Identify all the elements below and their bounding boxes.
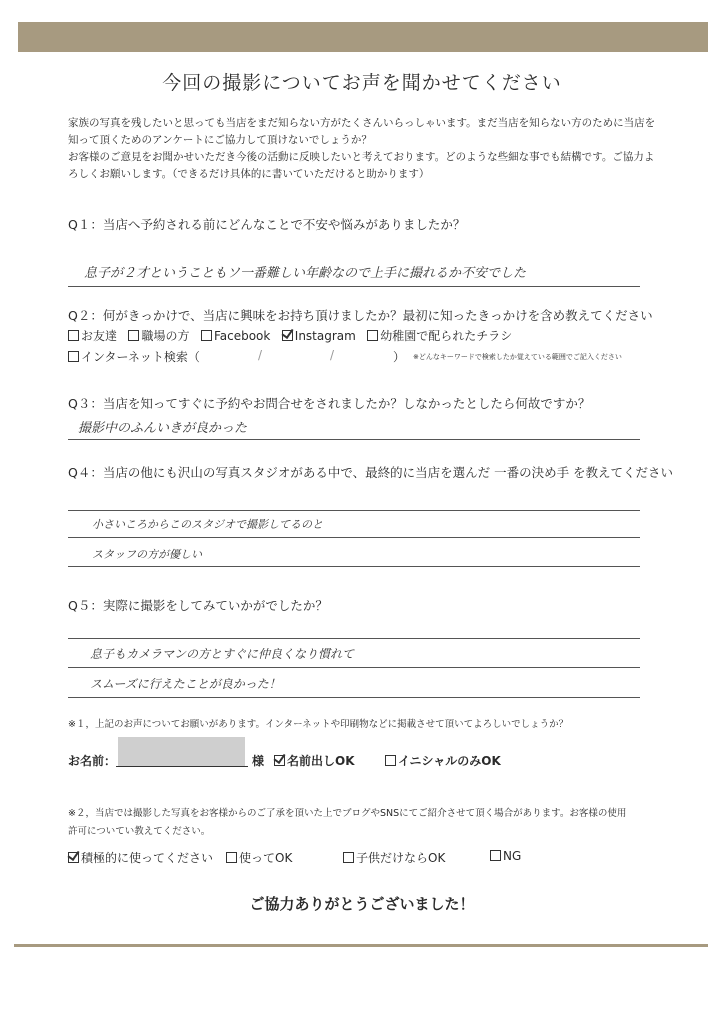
checkbox[interactable] [128,330,139,341]
q1-question: Q１：当店へ予約される前にどんなことで不安や悩みがありましたか？ [68,217,466,232]
permission-note-2-line-1: ※２，当店では撮影した写真をお客様からのご了承を頂いた上でブログやSNSにてご紹介させて頂く場合があります。お客様の使用 [68,808,627,819]
q2-option-instagram[interactable]: Instagram [282,329,356,343]
q3-answer-line [68,439,640,440]
q4-line-3 [68,566,640,567]
footer-band [14,944,708,947]
q4-line-1 [68,510,640,511]
permission2-option-children-only[interactable]: 子供だけならOK [343,849,445,866]
permission-note-2-line-2: 許可についてい教えてください。 [68,826,211,837]
q3-answer[interactable]: 撮影中のふんいきが良かった [78,421,248,436]
q1-answer[interactable]: 息子が２才ということもソ一番難しい年齢なので上手に撮れるか不安でした [84,266,527,281]
honorific: 様 [252,754,265,768]
checkbox[interactable] [68,330,79,341]
checkbox[interactable] [68,351,79,362]
checkbox-checked[interactable] [274,755,285,766]
q2-option-flyer[interactable]: 幼稚園で配られたチラシ [367,329,512,343]
q4-answer-2[interactable]: スタッフの方が優しい [92,548,202,561]
q5-line-3 [68,697,640,698]
q2-question: Q２：何がきっかけで、当店に興味をお持ち頂けましたか？最初に知ったきっかけを含め教えてください [68,308,653,323]
q2-option-facebook[interactable]: Facebook [201,329,270,343]
q2-internet-row [68,348,200,365]
header-band [18,22,708,52]
checkbox[interactable] [490,850,501,861]
q2-option-friend[interactable]: お友達 [68,329,117,343]
thanks-message: ご協力ありがとうございました！ [249,895,475,913]
checkbox[interactable] [385,755,396,766]
q2-internet-note: ※どんなキーワードで検索したか覚えている範囲でご記入ください [413,353,622,361]
q2-slash-1: / [258,348,263,362]
intro-text [68,115,668,183]
q5-line-1 [68,638,640,639]
q5-answer-2[interactable]: スムーズに行えたことが良かった！ [90,677,281,691]
q2-internet-label: インターネット検索（ [81,350,200,364]
q3-question: Q３：当店を知ってすぐに予約やお問合せをされましたか？しなかったとしたら何故ですか？ [68,396,591,411]
q5-answer-1[interactable]: 息子もカメラマンの方とすぐに仲良くなり慣れて [90,647,355,661]
permission2-option-active[interactable]: 積極的に使ってください [68,849,213,866]
permission2-option-ok[interactable]: 使ってOK [226,849,292,866]
checkbox[interactable] [201,330,212,341]
q4-question: Q４：当店の他にも沢山の写真スタジオがある中で、最終的に当店を選んだ 一番の決め手 を教えてください [68,465,674,480]
option-name-ok[interactable]: 名前出しOK [274,752,355,769]
intro-line-3: お客様のご意見をお聞かせいただき今後の活動に反映したいと考えております。どのような些細な事でも結構です。ご協力よ [68,151,655,163]
q4-answer-1[interactable]: 小さいころからこのスタジオで撮影してるのと [92,518,323,531]
q5-line-2 [68,667,640,668]
intro-line-1: 家族の写真を残したいと思っても当店をまだ知らない方がたくさんいらっしゃいます。まだ当店を知らない方のために当店を [68,117,656,129]
checkbox-checked[interactable] [282,330,293,341]
q5-question: Q５：実際に撮影をしてみていかがでしたか？ [68,598,328,613]
page-title: 今回の撮影についてお声を聞かせてください [162,72,562,94]
q1-answer-line [68,286,640,287]
checkbox[interactable] [226,852,237,863]
checkbox[interactable] [367,330,378,341]
checkbox[interactable] [343,852,354,863]
q2-slash-2: / [330,348,335,362]
checkbox-checked[interactable] [68,852,79,863]
q2-options-row [68,327,512,344]
q4-line-2 [68,537,640,538]
permission2-option-ng[interactable]: NG [490,849,521,863]
name-field-line[interactable] [116,766,248,767]
name-label: お名前： [68,754,117,768]
q2-close-paren: ） [393,350,406,364]
option-initial-ok[interactable]: イニシャルのみOK [385,752,501,769]
q2-option-work[interactable]: 職場の方 [128,329,189,343]
intro-line-2: 知って頂くためのアンケートにご協力して頂けないでしょうか？ [68,134,372,146]
intro-line-4: ろしくお願いします。（できるだけ具体的に書いていただけると助かります） [68,168,430,180]
name-redaction [118,737,245,767]
permission-note-1: ※１，上記のお声についてお願いがあります。インターネットや印刷物などに掲載させて頂いてよろしいでしょうか？ [68,719,569,730]
